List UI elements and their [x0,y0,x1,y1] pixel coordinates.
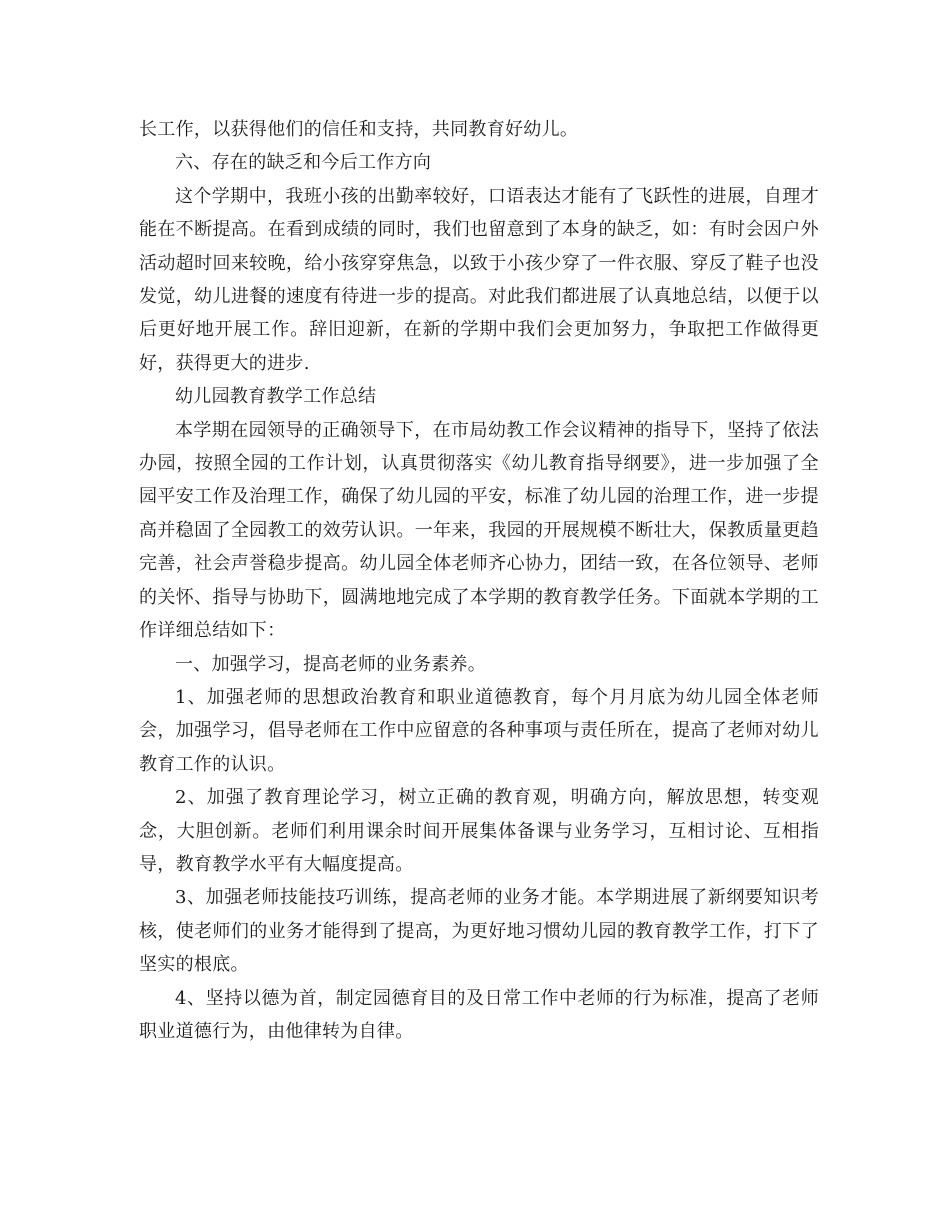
list-item: 1、加强老师的思想政治教育和职业道德教育，每个月月底为幼儿园全体老师会，加强学习，倡导老师在工作中应留意的各种事项与责任所在，提高了老师对幼儿教育工作的认识。 [139,686,819,775]
document-body [139,113,819,1048]
document-title: 幼儿园教育教学工作总结 [175,386,377,408]
paragraph: 本学期在园领导的正确领导下，在市局幼教工作会议精神的指导下，坚持了依法办园，按照全园的工作计划，认真贯彻落实《幼儿教育指导纲要》，进一步加强了全园平安工作及治理工作，确保了幼儿园的平安，标准了幼儿园的治理工作，进一步提高并稳固了全园教工的效劳认识。一年来，我园的开展规模不断壮大，保教质量更趋完善，社会声誉稳步提高。幼儿园全体老师齐心协力，团结一致，在各位领导、老师的关怀、指导与协助下，圆满地地完成了本学期的教育教学任务。下面就本学期的工作详细总结如下： [139,419,819,642]
list-item: 4、坚持以德为首，制定园德育目的及日常工作中老师的行为标准，提高了老师职业道德行为，由他律转为自律。 [139,987,819,1042]
paragraph: 这个学期中，我班小孩的出勤率较好，口语表达才能有了飞跃性的进展，自理才能在不断提高。在看到成绩的同时，我们也留意到了本身的缺乏，如：有时会因户外活动超时回来较晚，给小孩穿穿焦急，以致于小孩少穿了一件衣服、穿反了鞋子也没发觉，幼儿进餐的速度有待进一步的提高。对此我们都进展了认真地总结，以便于以后更好地开展工作。辞旧迎新，在新的学期中我们会更加努力，争取把工作做得更好，获得更大的进步. [139,185,819,374]
section-heading: 六、存在的缺乏和今后工作方向 [175,152,432,174]
list-item: 3、加强老师技能技巧训练，提高老师的业务才能。本学期进展了新纲要知识考核，使老师们的业务才能得到了提高，为更好地习惯幼儿园的教育教学工作，打下了坚实的根底。 [139,887,819,976]
list-item: 2、加强了教育理论学习，树立正确的教育观，明确方向，解放思想，转变观念，大胆创新。老师们利用课余时间开展集体备课与业务学习，互相讨论、互相指导，教育教学水平有大幅度提高。 [139,787,819,875]
paragraph: 长工作，以获得他们的信任和支持，共同教育好幼儿。 [139,119,579,140]
section-heading: 一、加强学习，提高老师的业务素养。 [175,653,487,675]
